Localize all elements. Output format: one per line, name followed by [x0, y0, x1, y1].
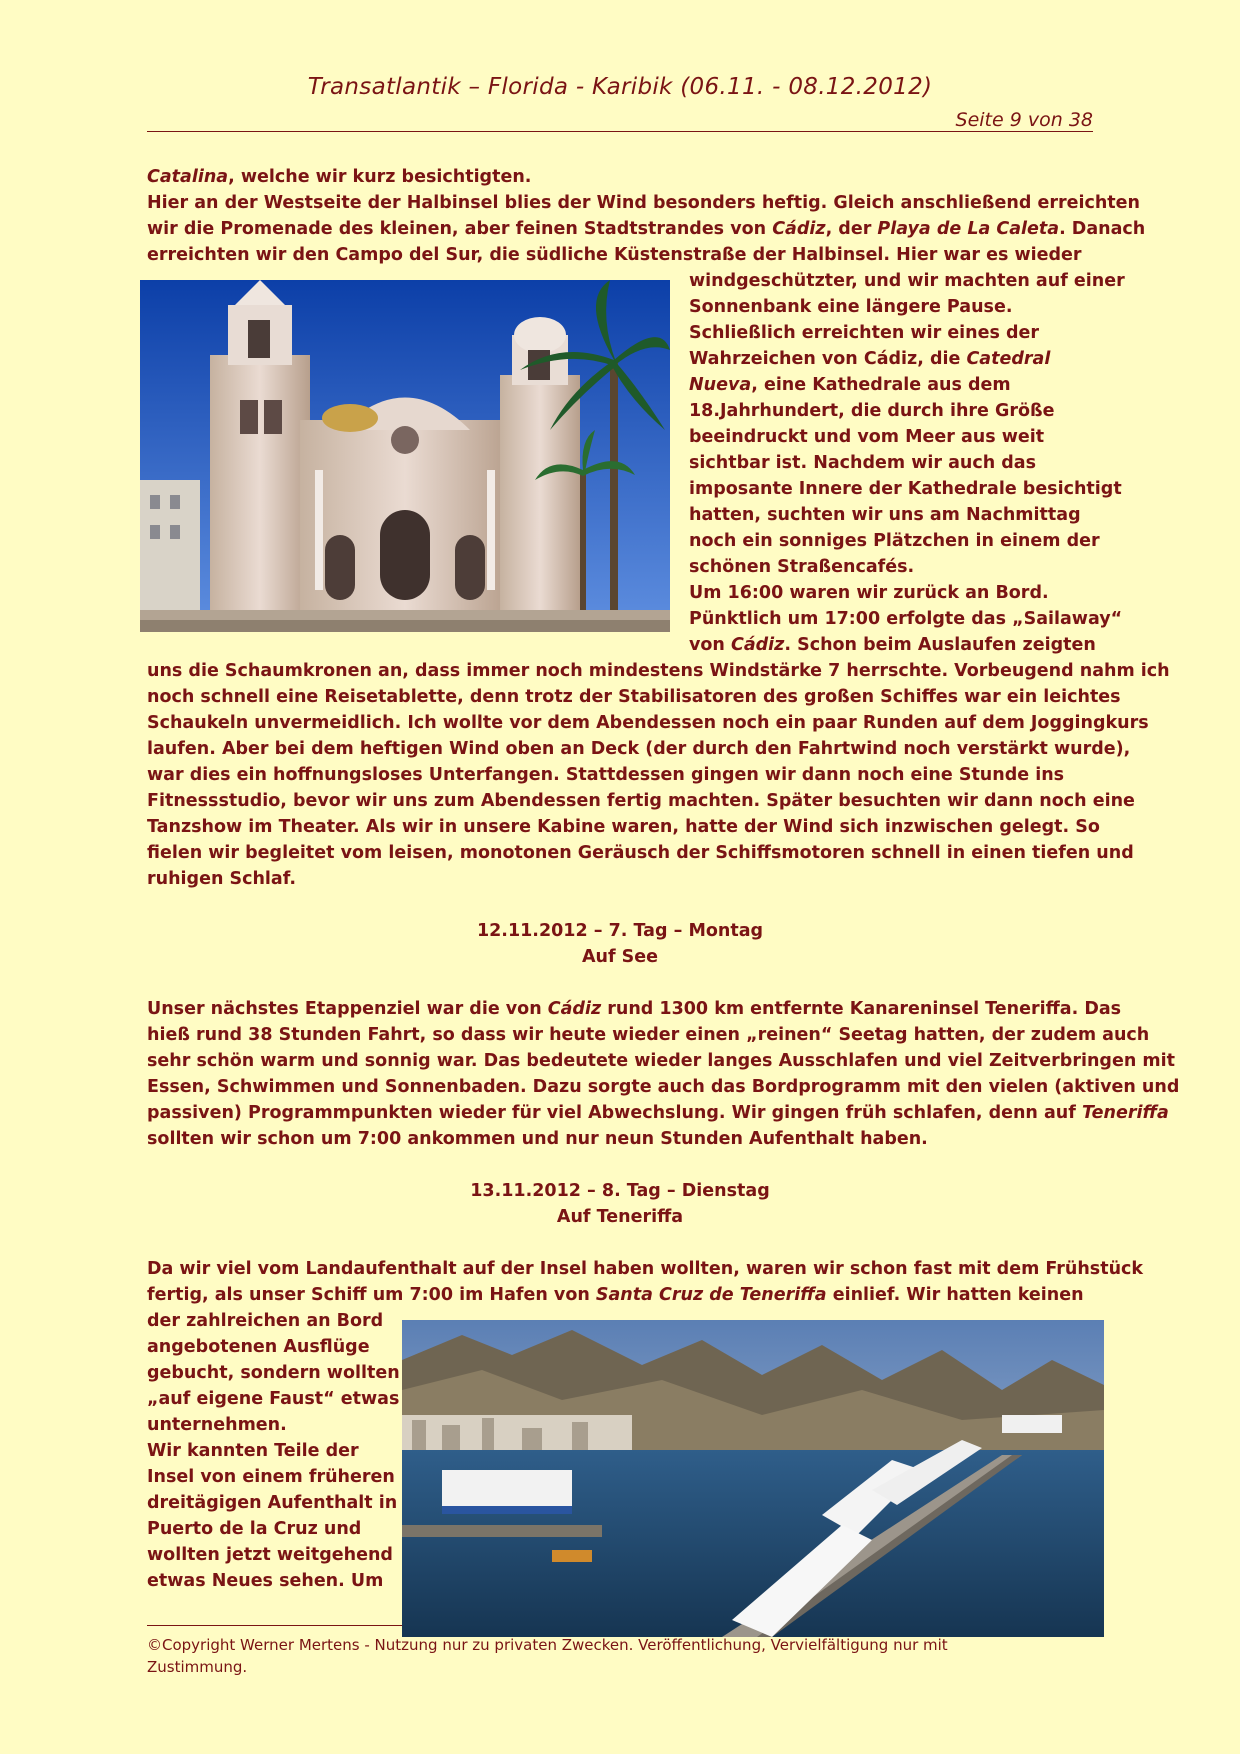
text-line: Sonnenbank eine längere Pause.	[689, 297, 1013, 317]
copyright-line: Zustimmung.	[147, 1658, 248, 1676]
footer-rule	[147, 1625, 402, 1626]
text-line: windgeschützter, und wir machten auf einer	[689, 271, 1125, 291]
text-line: wollten jetzt weitgehend	[147, 1545, 393, 1565]
text-line: Hier an der Westseite der Halbinsel blies der Wind besonders heftig. Gleich anschließend erreichten	[147, 193, 1140, 213]
text-line: fertig, als unser Schiff um 7:00 im Hafen von Santa Cruz de Teneriffa einlief. Wir hatten keinen	[147, 1285, 1084, 1305]
text-line: hatten, suchten wir uns am Nachmittag	[689, 505, 1081, 525]
text-line: 18.Jahrhundert, die durch ihre Größe	[689, 401, 1055, 421]
text-line: Fitnessstudio, bevor wir uns zum Abendessen fertig machten. Später besuchten wir dann noch eine	[147, 791, 1135, 811]
text-line: von Cádiz. Schon beim Auslaufen zeigten	[689, 635, 1096, 655]
text-line: dreitägigen Aufenthalt in	[147, 1493, 398, 1513]
text-line: Puerto de la Cruz und	[147, 1519, 362, 1539]
text-line: Schaukeln unvermeidlich. Ich wollte vor dem Abendessen noch ein paar Runden auf dem Joggingkurs	[147, 713, 1149, 733]
text-line: Wahrzeichen von Cádiz, die Catedral	[689, 349, 1051, 369]
copyright-footer	[147, 1634, 1027, 1678]
harbour-photo-image	[402, 1320, 1104, 1637]
text-line: Wir kannten Teile der	[147, 1441, 359, 1461]
text-line: erreichten wir den Campo del Sur, die südliche Küstenstraße der Halbinsel. Hier war es wieder	[147, 245, 1082, 265]
text-line: war dies ein hoffnungsloses Unterfangen. Stattdessen gingen wir dann noch eine Stunde ins	[147, 765, 1065, 785]
text-line: hieß rund 38 Stunden Fahrt, so dass wir heute wieder einen „reinen“ Seetag hatten, der zudem auch	[147, 1025, 1150, 1045]
text-line: noch schnell eine Reisetablette, denn trotz der Stabilisatoren des großen Schiffes war ein leichtes	[147, 687, 1121, 707]
text-line: laufen. Aber bei dem heftigen Wind oben an Deck (der durch den Fahrtwind noch verstärkt wurde),	[147, 739, 1131, 759]
text-line: beeindruckt und vom Meer aus weit	[689, 427, 1045, 447]
cathedral-photo-image	[140, 280, 670, 632]
text-line: Da wir viel vom Landaufenthalt auf der Insel haben wollten, waren wir schon fast mit dem Frühstück	[147, 1259, 1144, 1279]
text-line: Schließlich erreichten wir eines der	[689, 323, 1040, 343]
header-rule	[147, 131, 1093, 132]
text-line: Um 16:00 waren wir zurück an Bord.	[689, 583, 1049, 603]
harbour-photo	[402, 1320, 1104, 1637]
text-line: noch ein sonniges Plätzchen in einem der	[689, 531, 1100, 551]
text-line: angebotenen Ausflüge	[147, 1337, 370, 1357]
text-line: Pünktlich um 17:00 erfolgte das „Sailaway“	[689, 609, 1123, 629]
text-line: sehr schön warm und sonnig war. Das bedeutete wieder langes Ausschlafen und viel Zeitverbringen mit	[147, 1051, 1175, 1071]
text-line: Nueva, eine Kathedrale aus dem	[689, 375, 1011, 395]
text-line: der zahlreichen an Bord	[147, 1311, 384, 1331]
text-line: Insel von einem früheren	[147, 1467, 395, 1487]
cathedral-photo	[140, 280, 670, 632]
text-line: wir die Promenade des kleinen, aber feinen Stadtstrandes von Cádiz, der Playa de La Caleta. Danach	[147, 219, 1146, 239]
text-line: sichtbar ist. Nachdem wir auch das	[689, 453, 1037, 473]
text-line: ruhigen Schlaf.	[147, 869, 297, 889]
text-line: fielen wir begleitet vom leisen, monotonen Geräusch der Schiffsmotoren schnell in einen tiefen und	[147, 843, 1134, 863]
page-number: Seite 9 von 38	[955, 109, 1093, 131]
text-line: „auf eigene Faust“ etwas	[147, 1389, 400, 1409]
day-subheading: Auf See	[581, 947, 659, 967]
day-heading: 12.11.2012 – 7. Tag – Montag	[476, 921, 764, 941]
text-line: schönen Straßencafés.	[689, 557, 915, 577]
text-line: sollten wir schon um 7:00 ankommen und nur neun Stunden Aufenthalt haben.	[147, 1129, 928, 1149]
copyright-line: ©Copyright Werner Mertens - Nutzung nur zu privaten Zwecken. Veröffentlichung, Vervielfältigung nur mit	[147, 1636, 948, 1654]
text-line: uns die Schaumkronen an, dass immer noch mindestens Windstärke 7 herrschte. Vorbeugend nahm ich	[147, 661, 1170, 681]
text-line: Tanzshow im Theater. Als wir in unsere Kabine waren, hatte der Wind sich inzwischen gelegt. So	[147, 817, 1100, 837]
text-line: imposante Innere der Kathedrale besichtigt	[689, 479, 1122, 499]
text-line: Unser nächstes Etappenziel war die von Cádiz rund 1300 km entfernte Kanareninsel Teneriffa. Das	[147, 999, 1122, 1019]
text-line: etwas Neues sehen. Um	[147, 1571, 384, 1591]
day-heading: 13.11.2012 – 8. Tag – Dienstag	[470, 1181, 770, 1201]
text-line: gebucht, sondern wollten	[147, 1363, 400, 1383]
page-header-title: Transatlantik – Florida - Karibik (06.11. - 08.12.2012)	[307, 74, 933, 100]
text-line: Essen, Schwimmen und Sonnenbaden. Dazu sorgte auch das Bordprogramm mit den vielen (aktiven und	[147, 1077, 1180, 1097]
text-line: unternehmen.	[147, 1415, 287, 1435]
day-subheading: Auf Teneriffa	[556, 1207, 684, 1227]
text-line: passiven) Programmpunkten wieder für viel Abwechslung. Wir gingen früh schlafen, denn auf Teneriffa	[147, 1103, 1169, 1123]
text-line: Catalina, welche wir kurz besichtigten.	[147, 167, 532, 187]
